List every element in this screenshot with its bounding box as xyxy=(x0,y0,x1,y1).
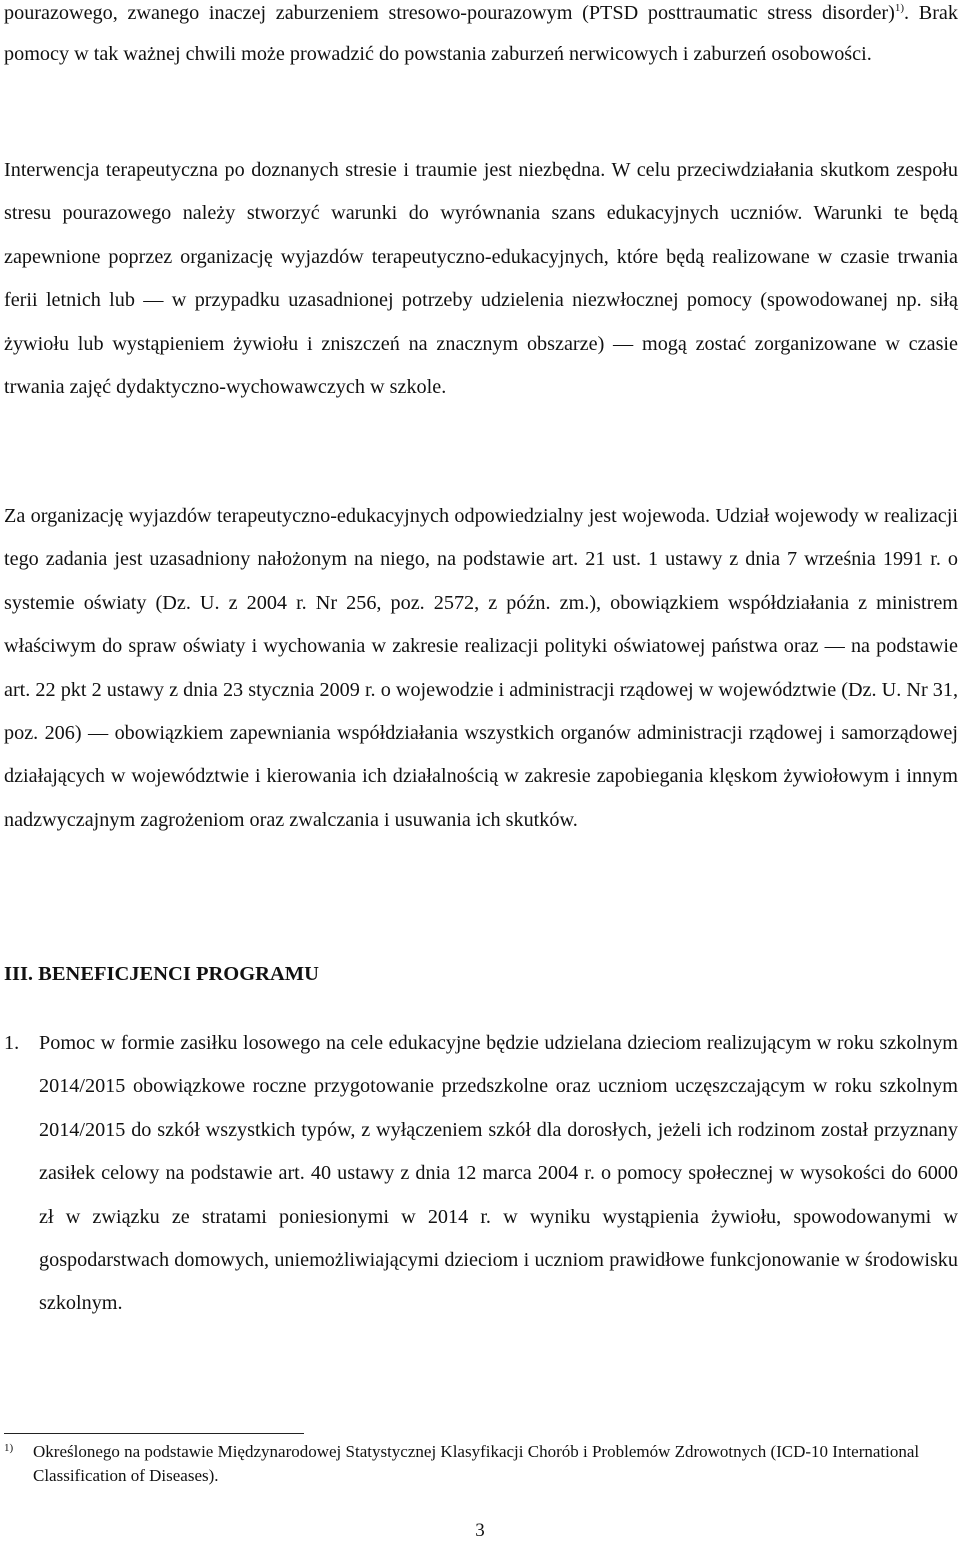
paragraph-text: . Brak pomocy w tak ważnej chwili może prowadzić do powstania zaburzeń nerwicowych i zaburzeń osobowości. xyxy=(4,2,958,65)
list-item-text: Pomoc w formie zasiłku losowego na cele edukacyjne będzie udzielana dzieciom realizującym w roku szkolnym 2014/2015 obowiązkowe roczne przygotowanie przedszkolne oraz uczniom uczęszczającym w roku szkolnym 2014/2015 do szkół wszystkich typów, z wyłączeniem szkół dla dorosłych, jeżeli ich rodzinom został przyznany zasiłek celowy na podstawie art. 40 ustawy z dnia 12 marca 2004 r. o pomocy społecznej w wysokości do 6000 zł w związku ze stratami poniesionymi w 2014 r. w wyniku wystąpienia żywiołu, spowodowanymi w gospodarstwach domowych, uniemożliwiającymi dzieciom i uczniom prawidłowe funkcjonowanie w środowisku szkolnym. xyxy=(39,1032,958,1315)
paragraph-therapeutic-intervention: Interwencja terapeutyczna po doznanych stresie i traumie jest niezbędna. W celu przeciwdziałania skutkom zespołu stresu pourazowego należy stworzyć warunki do wyrównania szans edukacyjnych uczniów. Warunki te będą zapewnione poprzez organizację wyjazdów terapeutyczno-edukacyjnych, które będą realizowane w czasie trwania ferii letnich lub — w przypadku uzasadnionej potrzeby udzielenia niezwłocznej pomocy (spowodowanej np. siłą żywiołu lub wystąpieniem żywiołu i zniszczeń na znacznym obszarze) — mogą zostać zorganizowane w czasie trwania zajęć dydaktyczno-wychowawczych w szkole. xyxy=(4,159,958,399)
list-item-number: 1. xyxy=(4,1032,20,1054)
paragraph-text: pourazowego, zwanego inaczej zaburzeniem stresowo-pourazowym (PTSD posttraumatic stress disorder) xyxy=(4,2,895,24)
footnote-reference[interactable]: 1) xyxy=(894,2,905,14)
page-number: 3 xyxy=(475,1520,485,1541)
paragraph-voivode-responsibility: Za organizację wyjazdów terapeutyczno-edukacyjnych odpowiedzialny jest wojewoda. Udział wojewody w realizacji tego zadania jest uzasadniony nałożonym na niego, na podstawie art. 21 ust. 1 ustawy z dnia 7 września 1991 r. o systemie oświaty (Dz. U. z 2004 r. Nr 256, poz. 2572, z późn. zm.), obowiązkiem współdziałania z ministrem właściwym do spraw oświaty i wychowania w zakresie realizacji polityki oświatowej państwa oraz — na podstawie art. 22 pkt 2 ustawy z dnia 23 stycznia 2009 r. o wojewodzie i administracji rządowej w województwie (Dz. U. Nr 31, poz. 206) — obowiązkiem zapewniania współdziałania wszystkich organów administracji rządowej i samorządowej działających w województwie i kierowania ich działalnością w zakresie zapobiegania klęskom żywiołowym i innym nadzwyczajnym zagrożeniom oraz zwalczania i usuwania ich skutków. xyxy=(4,505,958,831)
paragraph-ptsd-continuation xyxy=(4,0,958,75)
footnote-mark: 1) xyxy=(4,1442,14,1454)
footnote-text: Określonego na podstawie Międzynarodowej Statystycznej Klasyfikacji Chorób i Problemów Zdrowotnych (ICD-10 International Classification of Diseases). xyxy=(33,1442,920,1485)
section-heading: III. BENEFICJENCI PROGRAMU xyxy=(4,963,319,985)
footnote-divider xyxy=(4,1433,304,1434)
